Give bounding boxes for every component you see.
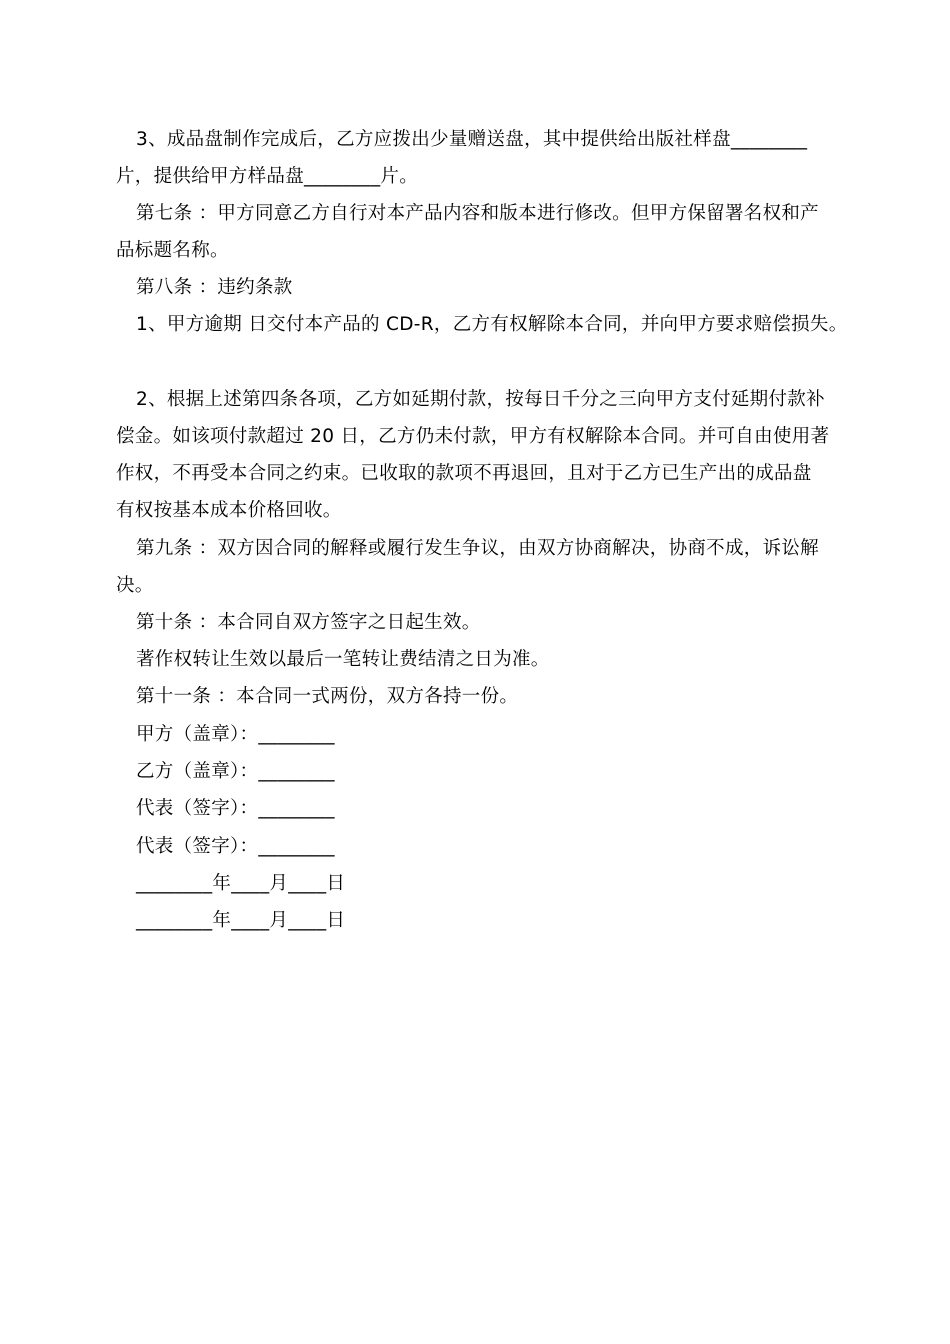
article-7-line-2: 品标题名称。 bbox=[116, 240, 229, 261]
date-line-1: ________年____月____日 bbox=[136, 873, 346, 894]
date-line-2: ________年____月____日 bbox=[136, 910, 346, 931]
clause-7-3-line-1: 3、成品盘制作完成后，乙方应拨出少量赠送盘，其中提供给出版社样盘________ bbox=[136, 129, 808, 150]
article-8-item-2-line-3: 作权，不再受本合同之约束。已收取的款项不再退回，且对于乙方已生产出的成品盘 bbox=[116, 463, 812, 484]
article-9-line-2: 决。 bbox=[116, 575, 154, 596]
representative-signature-line-1: 代表（签字）：________ bbox=[136, 798, 335, 819]
article-7-line-1: 第七条 ：甲方同意乙方自行对本产品内容和版本进行修改。但甲方保留署名权和产 bbox=[136, 203, 819, 224]
article-8-item-2-line-1: 2、根据上述第四条各项，乙方如延期付款，按每日千分之三向甲方支付延期付款补 bbox=[136, 389, 825, 410]
article-10: 第十条 ：本合同自双方签字之日起生效。 bbox=[136, 612, 481, 633]
party-a-seal-line: 甲方（盖章）：________ bbox=[136, 724, 335, 745]
article-8-item-2-line-4: 有权按基本成本价格回收。 bbox=[116, 500, 342, 521]
representative-signature-line-2: 代表（签字）：________ bbox=[136, 836, 335, 857]
party-b-seal-line: 乙方（盖章）：________ bbox=[136, 761, 335, 782]
article-8-item-2-line-2: 偿金。如该项付款超过 20 日，乙方仍未付款，甲方有权解除本合同。并可自由使用著 bbox=[116, 426, 830, 447]
copyright-transfer-note: 著作权转让生效以最后一笔转让费结清之日为准。 bbox=[136, 649, 550, 670]
article-8-item-1: 1、甲方逾期 日交付本产品的 CD-R，乙方有权解除本合同，并向甲方要求赔偿损失。 bbox=[136, 314, 848, 335]
article-11: 第十一条 ：本合同一式两份，双方各持一份。 bbox=[136, 686, 519, 707]
article-9-line-1: 第九条 ：双方因合同的解释或履行发生争议，由双方协商解决，协商不成，诉讼解 bbox=[136, 538, 819, 559]
clause-7-3-line-2: 片，提供给甲方样品盘________片。 bbox=[116, 166, 419, 187]
article-8-heading: 第八条 ：违约条款 bbox=[136, 277, 293, 298]
